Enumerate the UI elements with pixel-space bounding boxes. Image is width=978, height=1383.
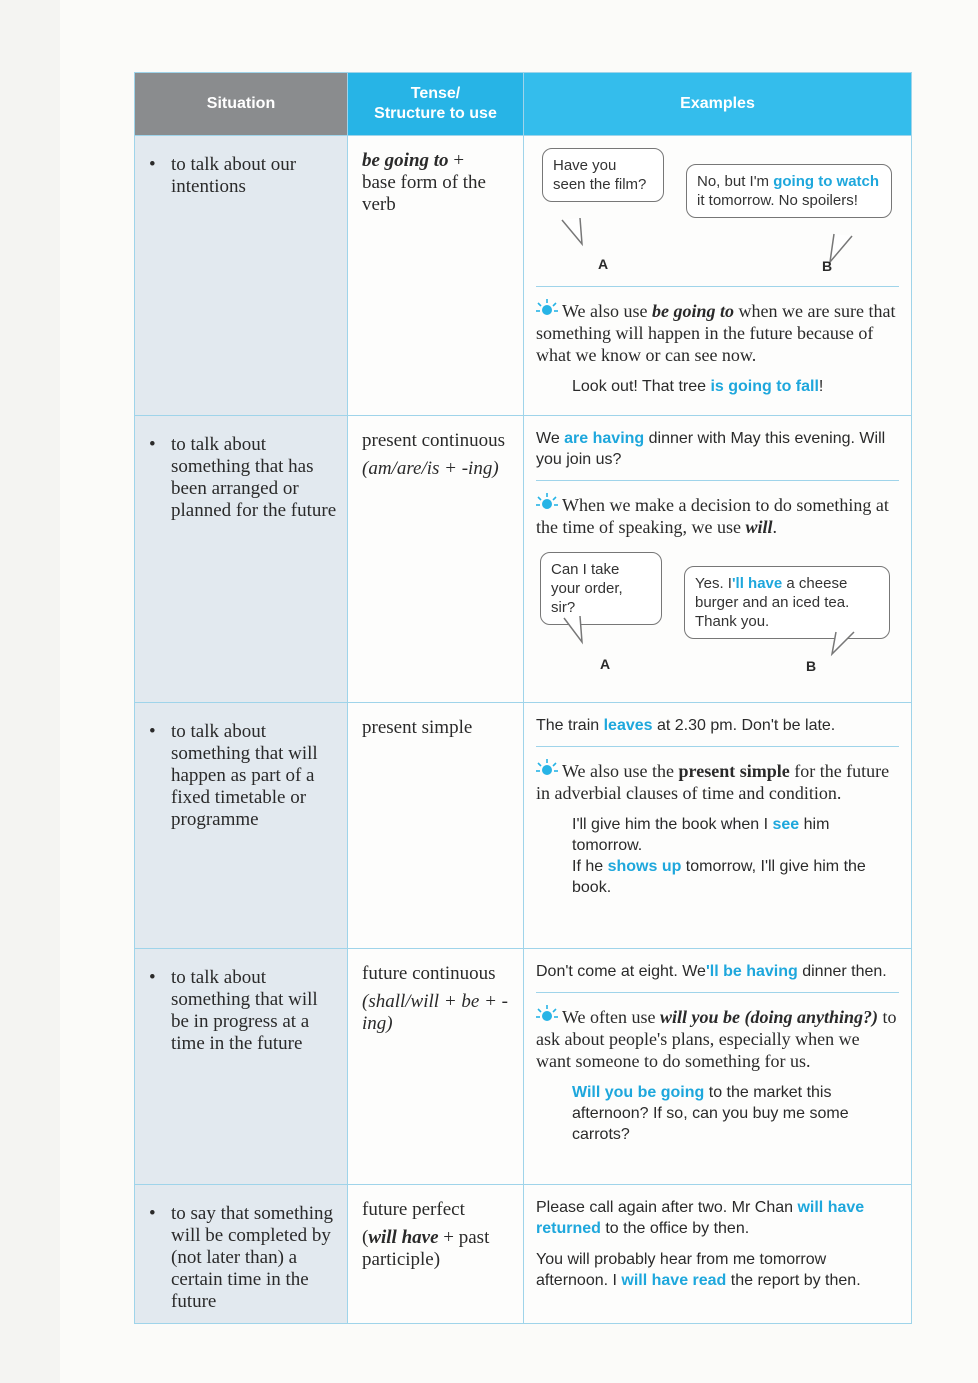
tense-structure: (will have + past participle): [362, 1227, 490, 1270]
examples-cell: [524, 136, 912, 416]
tense-cell: [348, 1185, 524, 1324]
header-tense: [348, 73, 524, 136]
bullet-icon: •: [149, 721, 156, 742]
lightbulb-icon: [536, 493, 558, 513]
tense-name: future continuous: [362, 963, 496, 984]
table-row: [135, 949, 912, 1185]
examples-cell: [524, 416, 912, 703]
example-sentence: We are having dinner with May this evening. Will you join us?: [536, 430, 886, 468]
example-sentence: You will probably hear from me tomorrow afternoon. I will have read the report by then.: [536, 1251, 861, 1289]
situation-cell: [135, 1185, 348, 1324]
divider: [536, 480, 899, 481]
example-sentence: Look out! That tree is going to fall!: [572, 378, 824, 395]
usage-note: We also use be going to when we are sure that something will happen in the future because of what we know or can see now.: [536, 301, 896, 365]
example-sentence: I'll give him the book when I see him tomorrow.: [572, 816, 830, 854]
tense-structure-rest: base form of the verb: [362, 172, 486, 215]
bullet-icon: •: [149, 434, 156, 455]
tense-name: present continuous: [362, 430, 506, 451]
dialogue-bubbles: [536, 148, 899, 276]
tense-plus: +: [448, 150, 465, 171]
speech-bubble-a: Have you seen the film?: [542, 148, 664, 202]
header-tense-line2: Structure to use: [374, 105, 497, 122]
tense-structure: be going to: [362, 150, 449, 171]
example-sentence: Don't come at eight. We'll be having dinner then.: [536, 963, 887, 980]
table-row: [135, 703, 912, 949]
situation-cell: [135, 416, 348, 703]
tense-cell: [348, 416, 524, 703]
table-row: [135, 136, 912, 416]
situation-text: to say that something will be completed by (not later than) a certain time in the future: [171, 1203, 334, 1312]
speech-bubble-a: Can I take your order, sir?: [540, 552, 662, 625]
speech-bubble-b: Yes. I'll have a cheese burger and an iced tea. Thank you.: [684, 566, 890, 639]
tense-structure: (shall/will + be + -ing): [362, 991, 508, 1034]
speaker-label-b: B: [822, 258, 833, 274]
speaker-label-b: B: [806, 658, 817, 674]
lightbulb-icon: [536, 759, 558, 779]
divider: [536, 286, 899, 287]
situation-text: to talk about something that has been arranged or planned for the future: [171, 434, 337, 521]
situation-text: to talk about our intentions: [171, 154, 297, 197]
bubble-tail-b: [828, 626, 868, 666]
usage-note: When we make a decision to do something at the time of speaking, we use will.: [536, 495, 889, 537]
situation-cell: [135, 136, 348, 416]
bullet-icon: •: [149, 1203, 156, 1224]
example-sentence: Will you be going to the market this afternoon? If so, can you buy me some carrots?: [572, 1084, 849, 1143]
tense-name: present simple: [362, 717, 473, 738]
examples-cell: [524, 1185, 912, 1324]
header-situation: Situation: [135, 73, 348, 136]
usage-note: We also use the present simple for the future in adverbial clauses of time and condition.: [536, 761, 890, 803]
situation-text: to talk about something that will happen as part of a fixed timetable or programme: [171, 721, 318, 830]
example-sentence: Please call again after two. Mr Chan will have returned to the office by then.: [536, 1199, 865, 1237]
divider: [536, 992, 899, 993]
tense-cell: [348, 949, 524, 1185]
future-tenses-table: [134, 72, 912, 1324]
example-sentence: The train leaves at 2.30 pm. Don't be late.: [536, 717, 836, 734]
usage-note: We often use will you be (doing anything?) to ask about people's plans, especially when we want someone to do something for us.: [536, 1007, 897, 1071]
speaker-label-a: A: [598, 256, 609, 272]
table-row: [135, 1185, 912, 1324]
bullet-icon: •: [149, 967, 156, 988]
bubble-tail-a: [562, 610, 592, 650]
table-row: [135, 416, 912, 703]
examples-cell: [524, 703, 912, 949]
speech-bubble-b: No, but I'm going to watch it tomorrow. No spoilers!: [686, 164, 892, 218]
bullet-icon: •: [149, 154, 156, 175]
dialogue-bubbles: [536, 552, 899, 680]
tense-cell: [348, 136, 524, 416]
divider: [536, 746, 899, 747]
situation-cell: [135, 949, 348, 1185]
example-sentence: If he shows up tomorrow, I'll give him the book.: [572, 858, 866, 896]
lightbulb-icon: [536, 1005, 558, 1025]
tense-name: future perfect: [362, 1199, 465, 1220]
examples-cell: [524, 949, 912, 1185]
header-examples: Examples: [524, 73, 912, 136]
situation-cell: [135, 703, 348, 949]
tense-cell: [348, 703, 524, 949]
bubble-tail-a: [560, 208, 590, 248]
lightbulb-icon: [536, 299, 558, 319]
situation-text: to talk about something that will be in progress at a time in the future: [171, 967, 318, 1054]
header-tense-line1: Tense/: [410, 85, 461, 102]
table-header-row: [135, 73, 912, 136]
speaker-label-a: A: [600, 656, 611, 672]
tense-structure: (am/are/is + -ing): [362, 458, 499, 479]
